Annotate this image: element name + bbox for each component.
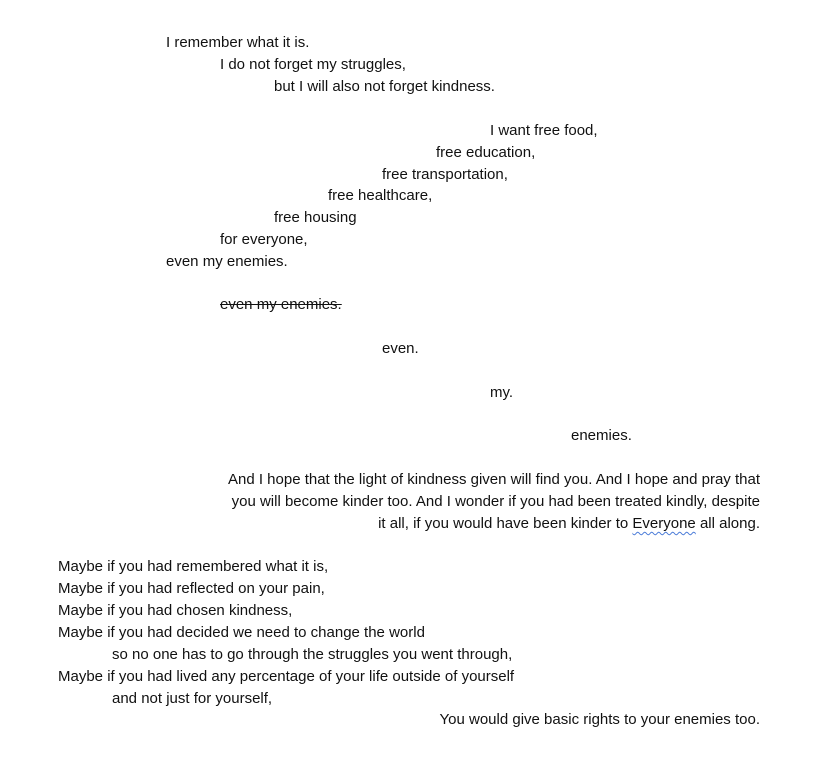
poem-line: for everyone,	[220, 231, 308, 248]
poem-line: I remember what it is.	[166, 34, 310, 51]
poem-line: free housing	[274, 209, 357, 226]
word-even: even.	[382, 340, 419, 357]
poem-line: and not just for yourself,	[112, 690, 273, 707]
poem-line: Maybe if you had remembered what it is,	[58, 558, 329, 575]
paragraph-line-3-start: it all, if you would have been kinder to	[378, 515, 633, 532]
struck-line: even my enemies.	[220, 296, 342, 313]
poem-line: Maybe if you had lived any percentage of your life outside of yourself	[58, 668, 515, 685]
poem-line: so no one has to go through the struggles you went through,	[112, 646, 513, 663]
paragraph-line-1: And I hope that the light of kindness given will find you. And I hope and pray that	[227, 471, 760, 488]
poem-line: Maybe if you had decided we need to change the world	[58, 624, 425, 641]
poem-line: but I will also not forget kindness.	[274, 78, 495, 95]
poem-line: Maybe if you had reflected on your pain,	[58, 580, 325, 597]
paragraph-line-3-end: all along.	[695, 515, 760, 532]
poem-line: even my enemies.	[166, 253, 288, 270]
poem-line: free education,	[436, 144, 536, 161]
poem-line: I want free food,	[490, 122, 598, 139]
poem-line: free healthcare,	[328, 187, 433, 204]
poem-final-line: You would give basic rights to your enemies too.	[439, 711, 760, 728]
spellcheck-flagged-word[interactable]: Everyone	[632, 515, 696, 532]
word-enemies: enemies.	[571, 427, 632, 444]
paragraph-line-3	[378, 515, 760, 533]
paragraph-line-2: you will become kinder too. And I wonder if you had been treated kindly, despite	[231, 493, 760, 510]
word-my: my.	[490, 384, 514, 401]
poem-line: I do not forget my struggles,	[220, 56, 406, 73]
poem-line: free transportation,	[382, 166, 508, 183]
poem-line: Maybe if you had chosen kindness,	[58, 602, 293, 619]
